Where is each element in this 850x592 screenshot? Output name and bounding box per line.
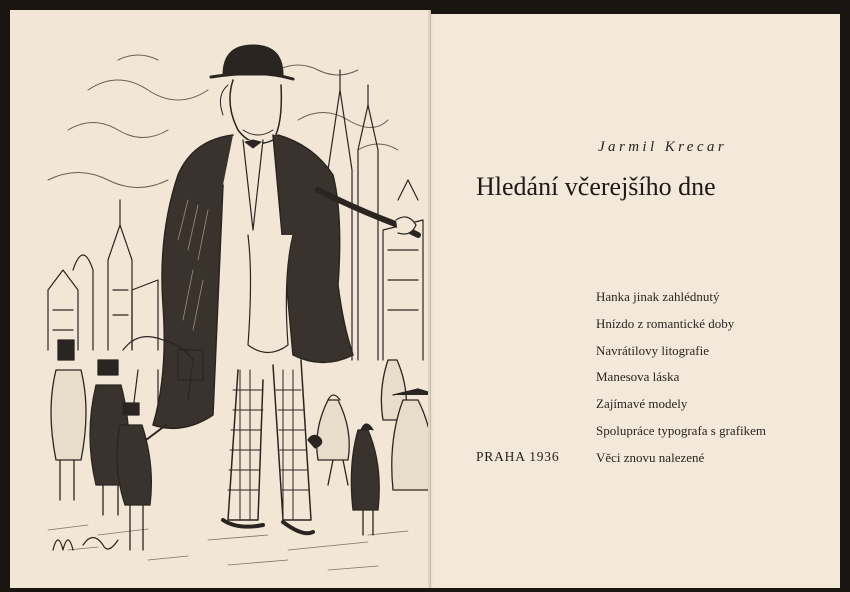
book-gutter	[428, 10, 436, 588]
publisher-imprint: PRAHA 1936	[476, 449, 560, 464]
frontispiece-illustration	[28, 30, 428, 590]
contents-item: Zajímavé modely	[596, 396, 688, 412]
contents-item: Věci znovu nalezené	[596, 449, 705, 465]
contents-item: Manesova láska	[596, 369, 680, 385]
contents-item: Navrátilovy litografie	[596, 342, 709, 358]
street-ground-icon	[48, 525, 408, 570]
crowd-right-icon	[308, 360, 428, 535]
crowd-left-icon	[51, 340, 166, 550]
book-title: Hledání včerejšího dne	[476, 172, 716, 201]
contents-item: Spolupráce typografa s grafikem	[596, 422, 767, 438]
left-page	[10, 10, 431, 588]
city-skyline-icon	[48, 200, 158, 350]
contents-item: Hnízdo z romantické doby	[596, 315, 735, 331]
author-name: Jarmil Krecar	[598, 139, 728, 155]
contents-item: Hanka jinak zahlédnutý	[596, 289, 720, 304]
table-of-contents	[596, 287, 766, 475]
